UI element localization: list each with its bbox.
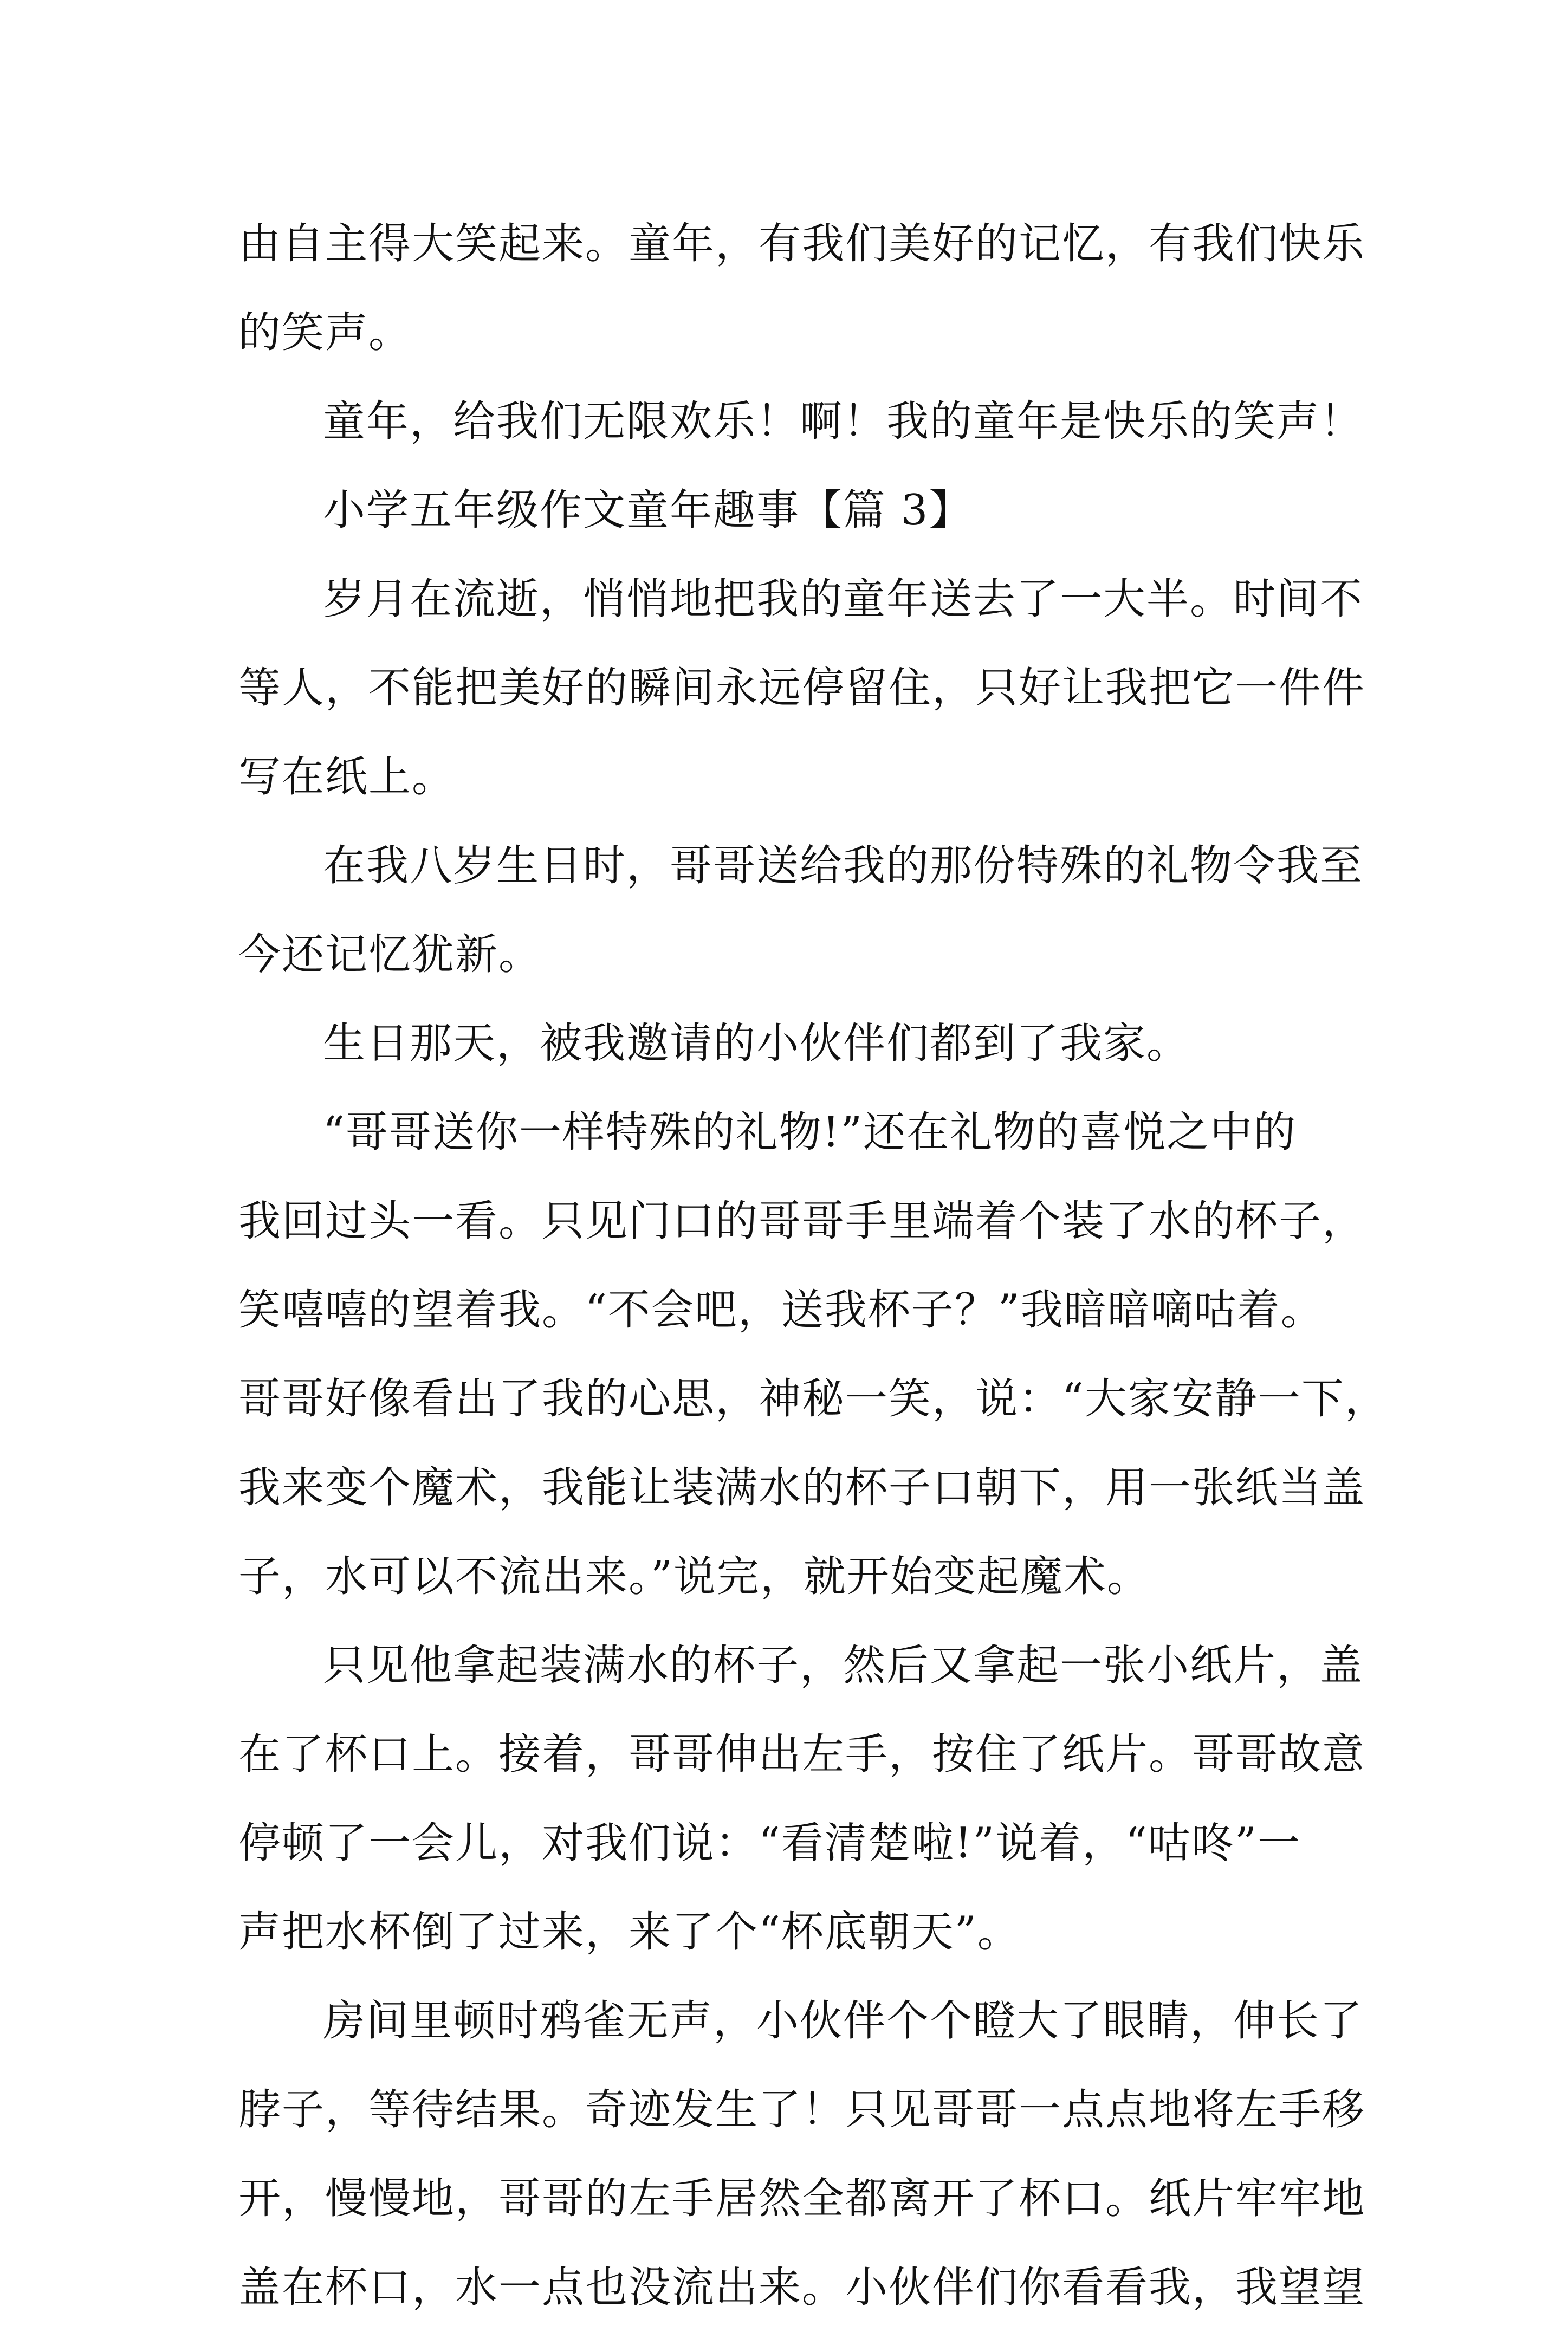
text-line: 童年，给我们无限欢乐！啊！我的童年是快乐的笑声！ xyxy=(323,397,1364,446)
text-line: 我回过头一看。只见门口的哥哥手里端着个装了水的杯子， xyxy=(238,1197,1366,1246)
article-body xyxy=(238,199,1388,2332)
section-heading: 小学五年级作文童年趣事【篇 3】 xyxy=(323,486,973,535)
text-line: 等人，不能把美好的瞬间永远停留住，只好让我把它一件件 xyxy=(238,664,1366,712)
text-line: 生日那天，被我邀请的小伙伴们都到了我家。 xyxy=(323,1019,1190,1068)
text-line: 写在纸上。 xyxy=(238,753,456,801)
text-line: 在了杯口上。接着，哥哥伸出左手，按住了纸片。哥哥故意 xyxy=(238,1730,1366,1779)
text-line: “哥哥送你一样特殊的礼物!”还在礼物的喜悦之中的 xyxy=(323,1108,1297,1157)
text-line: 笑嘻嘻的望着我。“不会吧，送我杯子？”我暗暗嘀咕着。 xyxy=(238,1286,1324,1335)
text-line: 由自主得大笑起来。童年，有我们美好的记忆，有我们快乐 xyxy=(238,219,1366,268)
text-line: 岁月在流逝，悄悄地把我的童年送去了一大半。时间不 xyxy=(323,575,1364,624)
text-line: 哥哥好像看出了我的心思，神秘一笑，说：“大家安静一下， xyxy=(238,1375,1388,1423)
text-line: 今还记忆犹新。 xyxy=(238,930,542,979)
text-line: 盖在杯口，水一点也没流出来。小伙伴们你看看我，我望望 xyxy=(238,2263,1366,2312)
text-line: 脖子，等待结果。奇迹发生了！只见哥哥一点点地将左手移 xyxy=(238,2085,1366,2134)
text-line: 停顿了一会儿，对我们说：“看清楚啦!”说着，“咕咚”一 xyxy=(238,1819,1301,1868)
text-line: 在我八岁生日时，哥哥送给我的那份特殊的礼物令我至 xyxy=(323,841,1364,890)
text-line: 声把水杯倒了过来，来了个“杯底朝天”。 xyxy=(238,1908,1021,1957)
text-line: 只见他拿起装满水的杯子，然后又拿起一张小纸片，盖 xyxy=(323,1641,1364,1690)
text-line: 开，慢慢地，哥哥的左手居然全都离开了杯口。纸片牢牢地 xyxy=(238,2174,1366,2223)
text-line: 子，水可以不流出来。”说完，就开始变起魔术。 xyxy=(238,1552,1150,1601)
text-line: 我来变个魔术，我能让装满水的杯子口朝下，用一张纸当盖 xyxy=(238,1463,1366,1512)
text-line: 的笑声。 xyxy=(238,308,412,357)
text-line: 房间里顿时鸦雀无声，小伙伴个个瞪大了眼睛，伸长了 xyxy=(323,1997,1364,2045)
